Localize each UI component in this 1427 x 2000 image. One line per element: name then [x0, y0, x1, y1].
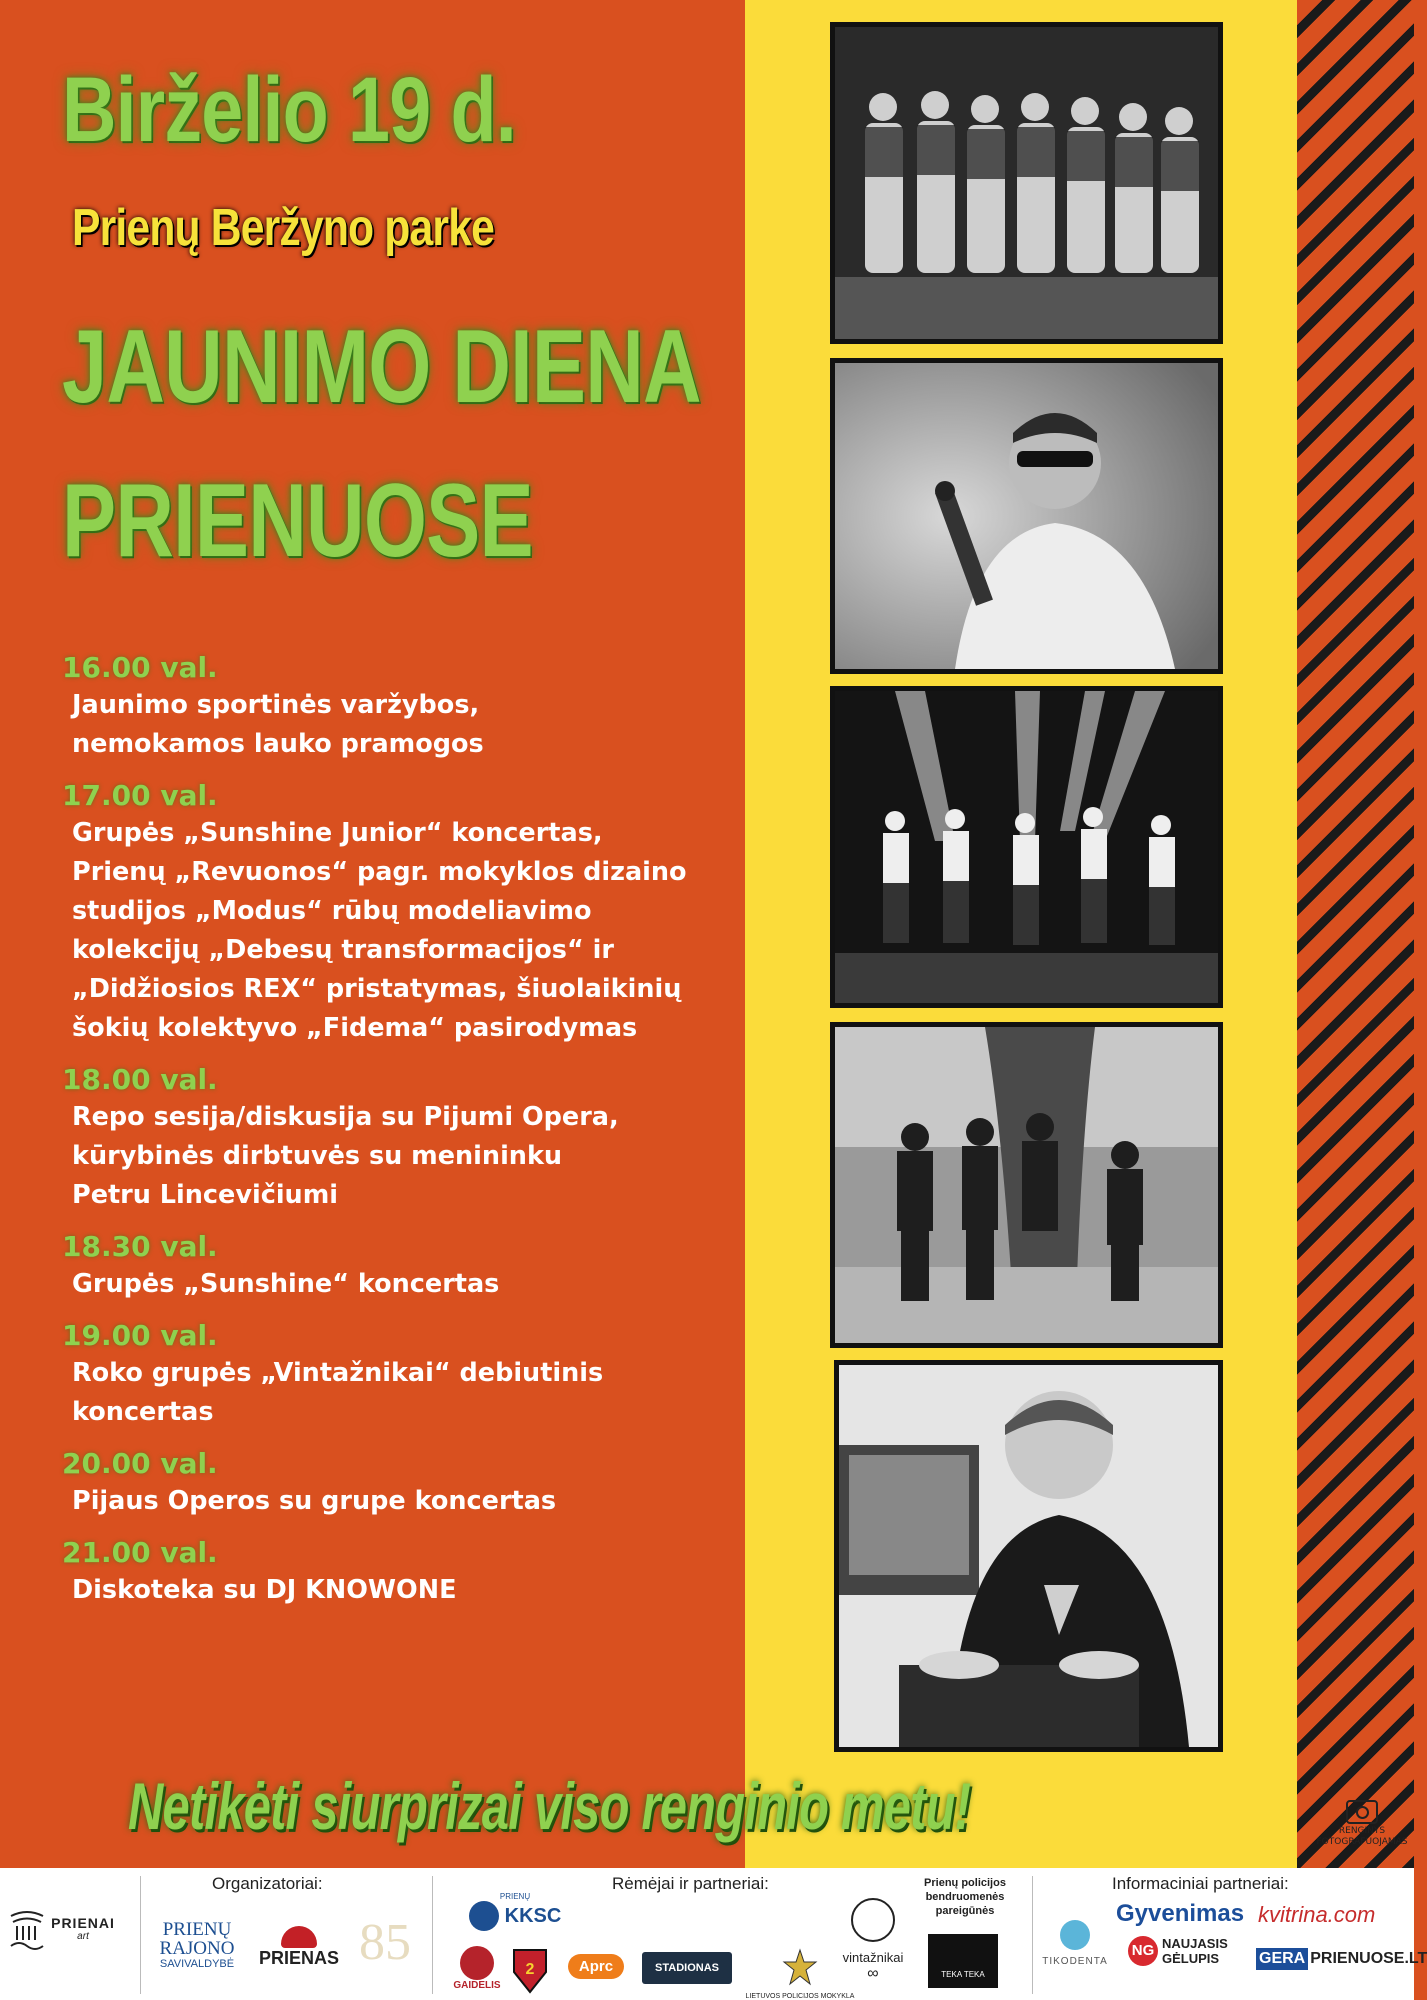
svg-text:2: 2: [525, 1961, 535, 1978]
gaidelis-name: GAIDELIS: [453, 1980, 501, 1991]
naujasis-gelupis-logo: [1128, 1936, 1248, 1966]
footer-divider: [140, 1876, 141, 1994]
slot-time: 20.00 val.: [62, 1447, 218, 1480]
police-school-name: LIETUVOS POLICIJOS MOKYKLA: [745, 1993, 855, 2000]
photo-rock-band: [830, 1022, 1223, 1348]
schedule-slot: [62, 1535, 742, 1610]
photo-stage-performance: [830, 686, 1223, 1008]
slot-description: Pijaus Operos su grupe koncertas: [72, 1486, 557, 1516]
photo-notice-badge: [1312, 1800, 1412, 1848]
slot-time: 18.00 val.: [62, 1063, 218, 1096]
photo-singer: [830, 358, 1223, 674]
gera-word: GERA: [1256, 1948, 1308, 1970]
tikodenta-name: TIKODENTA: [1042, 1956, 1108, 1967]
kksc-logo: [455, 1892, 575, 1931]
schedule-slot: [62, 1062, 742, 1215]
rooster-icon: [460, 1946, 494, 1980]
prienai-art-icon: [9, 1906, 45, 1950]
photo-notice-line2: FOTOGRAFUOJAMAS: [1316, 1837, 1408, 1847]
police-star-icon: [782, 1948, 818, 1988]
slot-description: Grupės „Sunshine“ koncertas: [72, 1269, 500, 1299]
rajono-line2: RAJONO: [159, 1938, 235, 1959]
tooth-icon: [1060, 1920, 1090, 1950]
event-date: Birželio 19 d.: [62, 59, 516, 161]
prienas-logo: [254, 1926, 344, 1969]
stadionas-logo: [642, 1952, 732, 1984]
schedule-slot: [62, 1229, 742, 1304]
geraprienuose-logo: [1256, 1948, 1427, 1970]
anniversary-logo: [350, 1908, 420, 1978]
schedule-slot: [62, 650, 742, 764]
diagonal-stripes: [1297, 0, 1414, 1868]
prienas-icon: [281, 1926, 317, 1948]
photo-notice-line1: RENGINYS: [1338, 1826, 1386, 1836]
slot-description: Diskoteka su DJ KNOWONE: [72, 1575, 457, 1605]
aprc-logo: [568, 1954, 624, 1979]
surprise-slogan: Netikėti siurprizai viso renginio metu!: [128, 1769, 971, 1843]
kksc-name: KKSC: [504, 1904, 562, 1927]
event-title-line1: JAUNIMO DIENA: [62, 309, 701, 425]
police-officers-label: Prienų policijos bendruomenės pareigūnės: [924, 1877, 1006, 1917]
ng-icon: NG: [1128, 1936, 1158, 1966]
info-partners-label: Informaciniai partneriai:: [1112, 1874, 1289, 1893]
kksc-top: PRIENŲ: [499, 1892, 531, 1901]
slot-time: 17.00 val.: [62, 779, 218, 812]
prienai-art-sub: art: [77, 1930, 89, 1942]
sponsors-label: Rėmėjai ir partneriai:: [612, 1874, 769, 1893]
event-place: Prienų Beržyno parke: [72, 199, 494, 257]
slot-description: Repo sesija/diskusija su Pijumi Opera, kūrybinės dirbtuvės su menininku Petru Lincevičiumi: [72, 1102, 619, 1210]
event-title-line2: PRIENUOSE: [62, 463, 533, 579]
teka-teka-logo: [928, 1934, 998, 1988]
schedule-slot: [62, 778, 742, 1048]
teka-name: TEKA TEKA: [941, 1970, 985, 1979]
photo-dance-group: [830, 22, 1223, 344]
tikodenta-logo: [1030, 1920, 1120, 1967]
footer: [0, 1868, 1427, 2000]
prienai-art-name: PRIENAI: [51, 1914, 115, 1931]
slot-description: Roko grupės „Vintažnikai“ debiutinis koncertas: [72, 1358, 604, 1427]
schedule: [62, 650, 742, 1624]
ng-line2: GĖLUPIS: [1162, 1951, 1220, 1966]
team-shield-logo: [510, 1948, 550, 1997]
slot-description: Grupės „Sunshine Junior“ koncertas, Prienų „Revuonos“ pagr. mokyklos dizaino studijos „Modus“ rūbų modeliavimo kolekcijų „Debesų transformacijos“ ir „Didžiosios REX“ pristatymas, šiuolaikinių šokių kolektyvo „Fidema“ pasirodymas: [72, 818, 687, 1043]
vintaznikai-name: vintažnikai: [842, 1950, 904, 1965]
camera-icon: [1346, 1800, 1378, 1824]
infinity-icon: ∞: [867, 1965, 879, 1982]
kksc-icon: [469, 1901, 499, 1931]
vintaznikai-icon: [851, 1898, 895, 1942]
schedule-slot: [62, 1446, 742, 1521]
organizers-label: Organizatoriai:: [212, 1874, 323, 1893]
slot-time: 19.00 val.: [62, 1319, 218, 1352]
aprc-name: Aprc: [568, 1954, 624, 1979]
slot-description: Jaunimo sportinės varžybos, nemokamos lauko pramogos: [72, 690, 484, 759]
gaidelis-logo: [447, 1946, 507, 1991]
prienas-name: PRIENAS: [258, 1948, 339, 1968]
prienu-rajono-logo: [152, 1920, 242, 1970]
slot-time: 16.00 val.: [62, 651, 218, 684]
rajono-line1: PRIENŲ: [162, 1919, 232, 1940]
ng-line1: NAUJASIS: [1162, 1936, 1228, 1951]
schedule-slot: [62, 1318, 742, 1432]
vintaznikai-logo: [832, 1898, 914, 1983]
prienuose-word: PRIENUOSE.LT: [1310, 1950, 1427, 1967]
anniversary-icon: 85: [359, 1914, 411, 1971]
photo-dj: [834, 1360, 1223, 1752]
prienai-art-logo: [12, 1906, 115, 1950]
slot-time: 18.30 val.: [62, 1230, 218, 1263]
gyvenimas-logo: Gyvenimas: [1116, 1900, 1245, 1927]
kvitrina-logo: kvitrina.com: [1258, 1902, 1376, 1927]
stadionas-name: STADIONAS: [642, 1952, 732, 1984]
rajono-line3: SAVIVALDYBĖ: [159, 1958, 235, 1970]
shield-icon: [512, 1948, 548, 1992]
footer-divider: [432, 1876, 433, 1994]
slot-time: 21.00 val.: [62, 1536, 218, 1569]
